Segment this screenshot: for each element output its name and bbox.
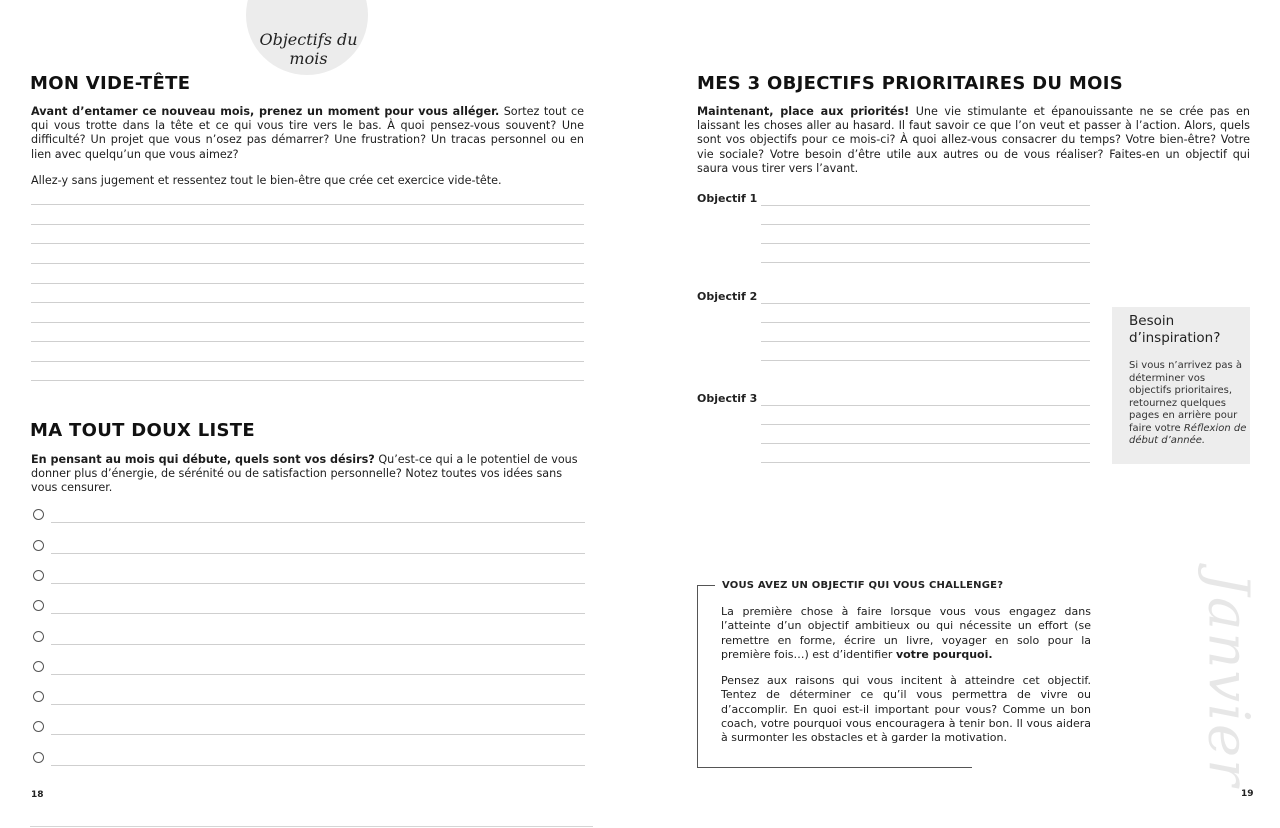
vide-tete-intro-rest: Sortez tout ce qui vous trotte dans la tête et ce qui vous tire vers le bas. À quoi pensez-vous souvent? Une difficulté? Un projet que vous n’osez pas démarrer? Une frustration? Un tracas personnel ou en lien avec quelqu’un que vous aimez?: [31, 105, 584, 161]
inspiration-text-main: Si vous n’arrivez pas à déterminer vos objectifs prioritaires, retournez quelques pages en arrière pour faire votre: [1129, 360, 1243, 434]
inspiration-title: Besoin d’inspiration?: [1129, 313, 1221, 346]
checkbox[interactable]: [33, 661, 44, 672]
inspiration-text: [1129, 360, 1247, 448]
vide-tete-intro-bold: Avant d’entamer ce nouveau mois, prenez un moment pour vous alléger.: [31, 105, 500, 118]
vide-tete-intro: [31, 105, 584, 162]
objectifs-intro-rest: Une vie stimulante et épanouissante ne se crée pas en laissant les choses aller au hasard. Il faut savoir ce que l’on veut et passer à l’action. Alors, quels sont vos objectifs pour ce mois-ci? À quoi allez-vous consacrer du temps? Votre bien-être? Votre vie sociale? Votre besoin d’être utile aux autres ou de vous réaliser? Faites-en un objectif qui saura vous tirer vers l’avant.: [697, 105, 1250, 175]
todo-line: [51, 704, 585, 705]
todo-item[interactable]: [33, 600, 585, 616]
objectif-1-writing-area[interactable]: [761, 205, 1090, 265]
tout-doux-intro-rest: Qu’est-ce qui a le potentiel de vous donner plus d’énergie, de sérénité ou de satisfaction personnelle? Notez toutes vos idées sans vous censurer.: [31, 453, 578, 495]
todo-item[interactable]: [33, 540, 585, 556]
todo-line: [51, 522, 585, 523]
vide-tete-title: MON VIDE-TÊTE: [30, 73, 191, 94]
challenge-p1-bold: votre pourquoi.: [895, 647, 993, 661]
checkbox[interactable]: [33, 570, 44, 581]
objectif-3-writing-area[interactable]: [761, 405, 1090, 465]
bottom-rule: [30, 826, 593, 827]
todo-item[interactable]: [33, 570, 585, 586]
challenge-frame-tick: [697, 585, 715, 586]
todo-line: [51, 613, 585, 614]
todo-line: [51, 765, 585, 766]
challenge-title: VOUS AVEZ UN OBJECTIF QUI VOUS CHALLENGE?: [722, 580, 1004, 591]
checkbox[interactable]: [33, 509, 44, 520]
checkbox[interactable]: [33, 600, 44, 611]
tout-doux-intro-bold: En pensant au mois qui débute, quels sont vos désirs?: [31, 453, 375, 466]
vide-tete-writing-area[interactable]: [31, 204, 584, 384]
challenge-paragraph-2: Pensez aux raisons qui vous incitent à atteindre cet objectif. Tentez de déterminer ce qu’il vous permettra de vivre ou d’accomplir. En quoi est-il important pour vous? Comme un bon coach, votre pourquoi vous encouragera à tenir bon. Il vous aidera à surmonter les obstacles et à garder la motivation.: [721, 674, 1091, 745]
todo-item[interactable]: [33, 509, 585, 525]
checkbox[interactable]: [33, 631, 44, 642]
objectif-2-label: Objectif 2: [697, 290, 758, 303]
tout-doux-intro: [31, 453, 584, 496]
objectifs-intro: [697, 105, 1250, 176]
page-number-left: 18: [31, 790, 44, 800]
objectif-3-label: Objectif 3: [697, 392, 758, 405]
todo-item[interactable]: [33, 691, 585, 707]
checkbox[interactable]: [33, 691, 44, 702]
todo-line: [51, 553, 585, 554]
objectifs-intro-bold: Maintenant, place aux priorités!: [697, 105, 910, 118]
objectifs-title: MES 3 OBJECTIFS PRIORITAIRES DU MOIS: [697, 73, 1123, 94]
objectif-2-writing-area[interactable]: [761, 303, 1090, 363]
vide-tete-closing: Allez-y sans jugement et ressentez tout le bien-être que crée cet exercice vide-tête.: [31, 174, 502, 187]
checkbox[interactable]: [33, 540, 44, 551]
checkbox[interactable]: [33, 721, 44, 732]
checkbox[interactable]: [33, 752, 44, 763]
todo-line: [51, 583, 585, 584]
header-label: Objectifs du mois: [259, 30, 358, 68]
todo-line: [51, 644, 585, 645]
objectif-1-label: Objectif 1: [697, 192, 758, 205]
todo-item[interactable]: [33, 631, 585, 647]
challenge-p1-text: La première chose à faire lorsque vous vous engagez dans l’atteinte d’un objectif ambitieux ou qui nécessite un effort (se remettre en forme, écrire un livre, voyager en solo pour la première fois…) est d’identifier: [721, 605, 1091, 661]
inspiration-box: [1112, 307, 1250, 464]
tout-doux-title: MA TOUT DOUX LISTE: [30, 420, 255, 441]
challenge-paragraph-1: [721, 605, 1091, 662]
month-watermark: Janvier: [1195, 572, 1261, 788]
todo-item[interactable]: [33, 661, 585, 677]
page-number-right: 19: [1241, 789, 1254, 799]
todo-line: [51, 734, 585, 735]
todo-item[interactable]: [33, 752, 585, 768]
todo-item[interactable]: [33, 721, 585, 737]
todo-line: [51, 674, 585, 675]
inspiration-text-italic: Réflexion de début d’année.: [1129, 422, 1247, 446]
